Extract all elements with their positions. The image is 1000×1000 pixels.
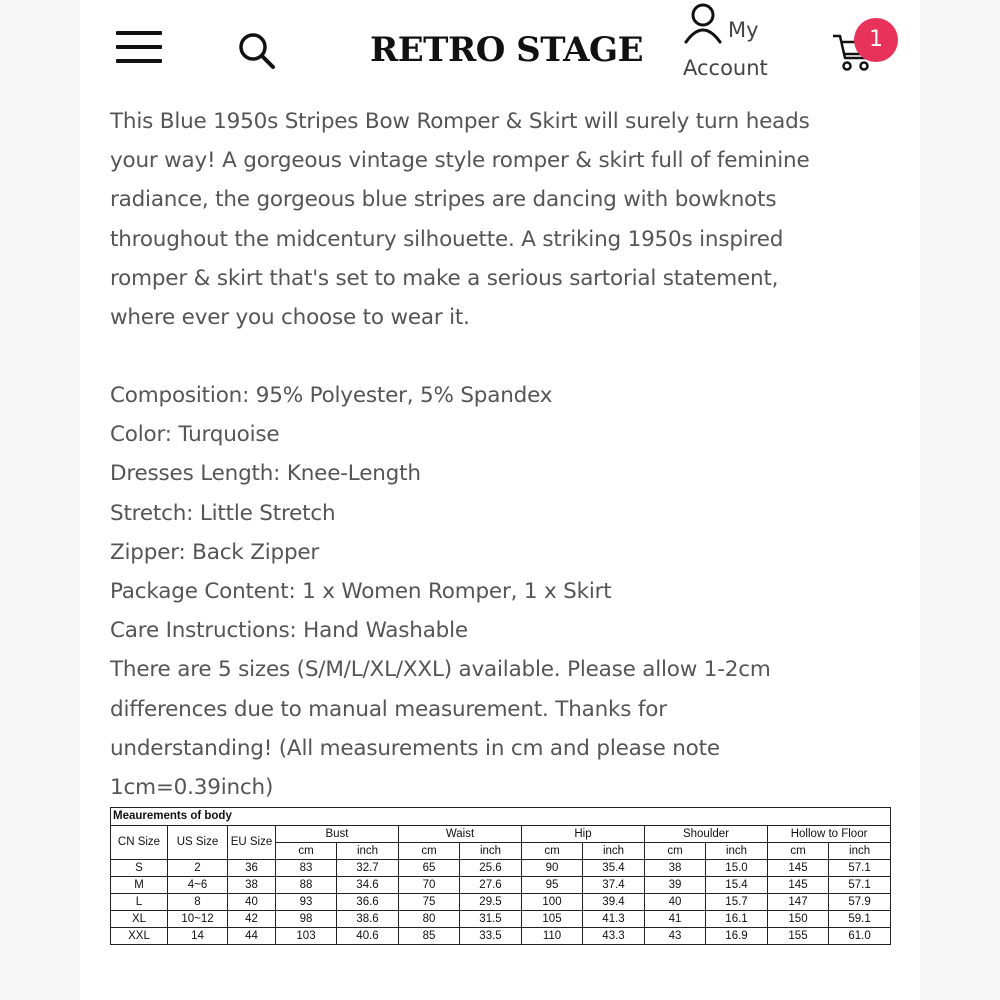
table-cell: 145 bbox=[768, 877, 829, 894]
table-cell: 57.9 bbox=[829, 894, 891, 911]
table-cell: S bbox=[111, 860, 168, 877]
table-cell: 57.1 bbox=[829, 860, 891, 877]
table-cell: 37.4 bbox=[583, 877, 645, 894]
spec-package: Package Content: 1 x Women Romper, 1 x Skirt bbox=[110, 579, 612, 605]
table-cell: 2 bbox=[168, 860, 228, 877]
table-cell: 33.5 bbox=[460, 928, 522, 945]
table-cell: 110 bbox=[522, 928, 583, 945]
table-cell: 8 bbox=[168, 894, 228, 911]
unit-cm: cm bbox=[645, 843, 706, 860]
header-cn-size: CN Size bbox=[111, 826, 168, 860]
table-cell: 15.7 bbox=[706, 894, 768, 911]
table-row bbox=[111, 911, 891, 928]
table-cell: 29.5 bbox=[460, 894, 522, 911]
table-cell: 95 bbox=[522, 877, 583, 894]
table-cell: L bbox=[111, 894, 168, 911]
table-cell: 145 bbox=[768, 860, 829, 877]
size-chart-caption: Meaurements of body bbox=[111, 808, 891, 826]
table-cell: 31.5 bbox=[460, 911, 522, 928]
table-cell: 80 bbox=[399, 911, 460, 928]
table-cell: 32.7 bbox=[337, 860, 399, 877]
size-chart bbox=[110, 807, 890, 945]
table-cell: 65 bbox=[399, 860, 460, 877]
table-cell: 59.1 bbox=[829, 911, 891, 928]
spec-zipper: Zipper: Back Zipper bbox=[110, 539, 320, 565]
table-cell: 40 bbox=[228, 894, 276, 911]
table-cell: 36.6 bbox=[337, 894, 399, 911]
header-us-size: US Size bbox=[168, 826, 228, 860]
table-cell: 10~12 bbox=[168, 911, 228, 928]
table-cell: 39 bbox=[645, 877, 706, 894]
unit-inch: inch bbox=[337, 843, 399, 860]
header-hollow-to-floor: Hollow to Floor bbox=[768, 826, 891, 843]
header-bust: Bust bbox=[276, 826, 399, 843]
unit-cm: cm bbox=[399, 843, 460, 860]
size-note-line: understanding! (All measurements in cm and please note bbox=[110, 735, 720, 761]
table-cell: 38 bbox=[645, 860, 706, 877]
table-cell: 34.6 bbox=[337, 877, 399, 894]
table-cell: 88 bbox=[276, 877, 337, 894]
table-cell: 93 bbox=[276, 894, 337, 911]
table-cell: 90 bbox=[522, 860, 583, 877]
table-cell: 41.3 bbox=[583, 911, 645, 928]
spec-length: Dresses Length: Knee-Length bbox=[110, 461, 421, 487]
table-cell: 43 bbox=[645, 928, 706, 945]
table-cell: 100 bbox=[522, 894, 583, 911]
unit-inch: inch bbox=[706, 843, 768, 860]
table-cell: 155 bbox=[768, 928, 829, 945]
size-note-line: 1cm=0.39inch) bbox=[110, 775, 274, 801]
unit-cm: cm bbox=[522, 843, 583, 860]
table-cell: 36 bbox=[228, 860, 276, 877]
table-cell: 16.9 bbox=[706, 928, 768, 945]
description-line: radiance, the gorgeous blue stripes are dancing with bowknots bbox=[110, 187, 777, 213]
spec-care: Care Instructions: Hand Washable bbox=[110, 618, 468, 644]
description-line: romper & skirt that's set to make a serious sartorial statement, bbox=[110, 265, 779, 291]
table-cell: 61.0 bbox=[829, 928, 891, 945]
size-note-line: There are 5 sizes (S/M/L/XL/XXL) available. Please allow 1-2cm bbox=[110, 657, 771, 683]
table-cell: 38.6 bbox=[337, 911, 399, 928]
account-label-account: Account bbox=[683, 56, 768, 80]
table-cell: 40.6 bbox=[337, 928, 399, 945]
spec-color: Color: Turquoise bbox=[110, 422, 280, 448]
description-line: This Blue 1950s Stripes Bow Romper & Skirt will surely turn heads bbox=[110, 109, 810, 134]
unit-inch: inch bbox=[583, 843, 645, 860]
table-row bbox=[111, 860, 891, 877]
header-hip: Hip bbox=[522, 826, 645, 843]
table-cell: 15.4 bbox=[706, 877, 768, 894]
table-cell: 39.4 bbox=[583, 894, 645, 911]
table-cell: 150 bbox=[768, 911, 829, 928]
size-note-line: differences due to manual measurement. Thanks for bbox=[110, 696, 667, 722]
product-description bbox=[110, 102, 880, 337]
table-cell: M bbox=[111, 877, 168, 894]
table-cell: 35.4 bbox=[583, 860, 645, 877]
table-cell: 57.1 bbox=[829, 877, 891, 894]
table-cell: 25.6 bbox=[460, 860, 522, 877]
table-cell: 83 bbox=[276, 860, 337, 877]
header-shoulder: Shoulder bbox=[645, 826, 768, 843]
spec-composition: Composition: 95% Polyester, 5% Spandex bbox=[110, 383, 553, 408]
table-cell: 98 bbox=[276, 911, 337, 928]
header-waist: Waist bbox=[399, 826, 522, 843]
cart-count-badge: 1 bbox=[854, 18, 898, 62]
description-line: where ever you choose to wear it. bbox=[110, 305, 470, 331]
brand-logo[interactable]: RETRO STAGE bbox=[370, 30, 644, 70]
product-specs bbox=[110, 376, 880, 807]
unit-inch: inch bbox=[829, 843, 891, 860]
unit-cm: cm bbox=[768, 843, 829, 860]
cart-button[interactable] bbox=[832, 18, 904, 78]
user-icon bbox=[682, 2, 724, 44]
table-cell: 147 bbox=[768, 894, 829, 911]
table-cell: XL bbox=[111, 911, 168, 928]
table-cell: 70 bbox=[399, 877, 460, 894]
table-cell: 42 bbox=[228, 911, 276, 928]
size-chart-table bbox=[110, 807, 891, 945]
table-cell: XXL bbox=[111, 928, 168, 945]
description-line: your way! A gorgeous vintage style romper & skirt full of feminine bbox=[110, 148, 810, 174]
table-cell: 38 bbox=[228, 877, 276, 894]
table-cell: 14 bbox=[168, 928, 228, 945]
table-cell: 27.6 bbox=[460, 877, 522, 894]
description-line: throughout the midcentury silhouette. A striking 1950s inspired bbox=[110, 226, 784, 252]
table-cell: 43.3 bbox=[583, 928, 645, 945]
menu-icon[interactable] bbox=[116, 29, 164, 67]
table-cell: 85 bbox=[399, 928, 460, 945]
table-row bbox=[111, 894, 891, 911]
table-cell: 105 bbox=[522, 911, 583, 928]
unit-cm: cm bbox=[276, 843, 337, 860]
product-page bbox=[80, 0, 920, 1000]
table-cell: 103 bbox=[276, 928, 337, 945]
table-cell: 44 bbox=[228, 928, 276, 945]
header-eu-size: EU Size bbox=[228, 826, 276, 860]
table-cell: 41 bbox=[645, 911, 706, 928]
my-account-link[interactable] bbox=[680, 0, 790, 90]
site-header bbox=[80, 0, 920, 100]
table-cell: 4~6 bbox=[168, 877, 228, 894]
table-cell: 16.1 bbox=[706, 911, 768, 928]
table-cell: 15.0 bbox=[706, 860, 768, 877]
spec-stretch: Stretch: Little Stretch bbox=[110, 500, 336, 526]
unit-inch: inch bbox=[460, 843, 522, 860]
account-label-my: My bbox=[728, 18, 759, 42]
table-row bbox=[111, 877, 891, 894]
search-icon[interactable] bbox=[236, 30, 278, 72]
table-cell: 75 bbox=[399, 894, 460, 911]
table-row bbox=[111, 928, 891, 945]
table-cell: 40 bbox=[645, 894, 706, 911]
